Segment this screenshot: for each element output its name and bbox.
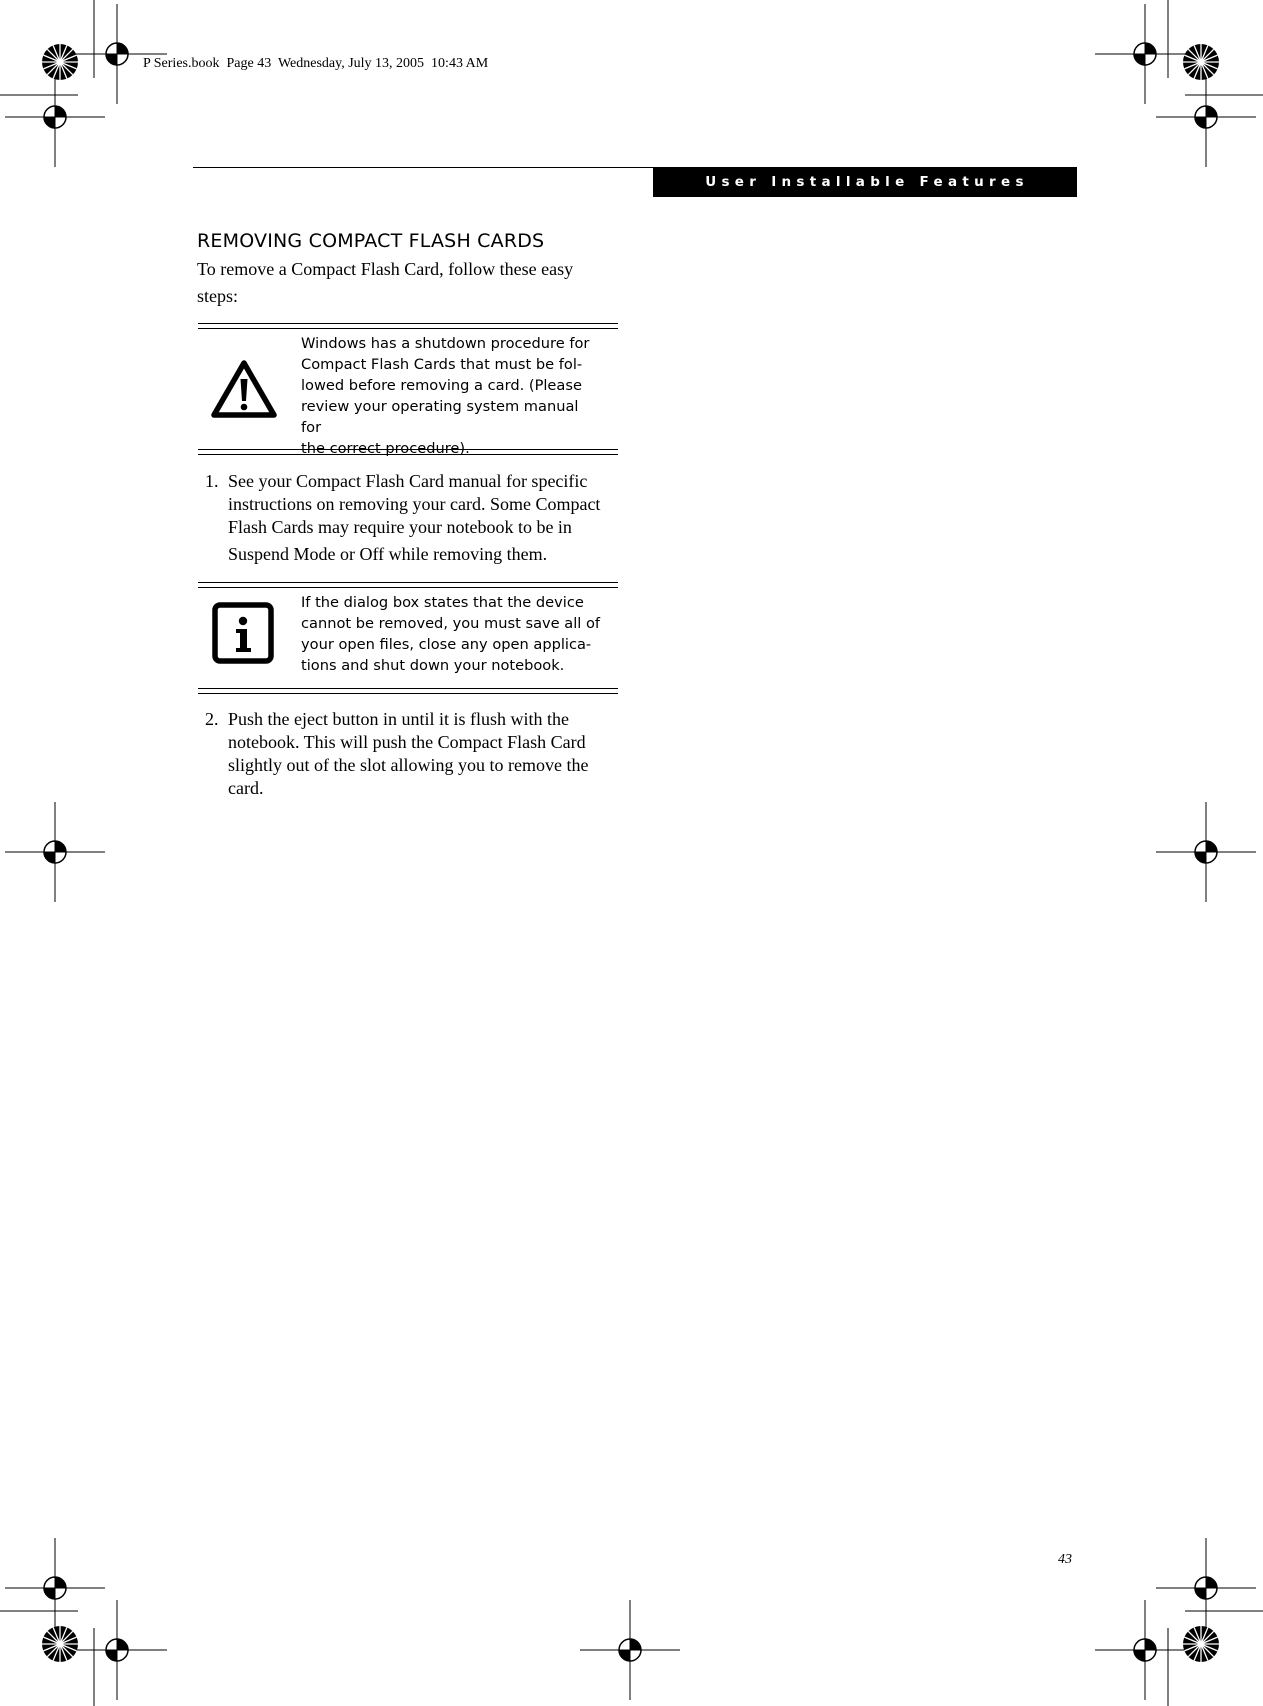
step-number: 1.: [205, 471, 219, 491]
caution-icon: [210, 359, 278, 419]
note-line: the correct procedure).: [301, 440, 470, 457]
note-rule-top: [198, 582, 618, 588]
step-line: See your Compact Flash Card manual for specific: [228, 471, 588, 491]
step-number: 2.: [205, 709, 219, 729]
note-line: Compact Flash Cards that must be fol-: [301, 356, 583, 373]
note-rule-bottom: [198, 688, 618, 694]
note-line: lowed before removing a card. (Please: [301, 377, 582, 394]
step-line: notebook. This will push the Compact Flash Card: [228, 732, 586, 752]
step-line: slightly out of the slot allowing you to remove the: [228, 755, 589, 775]
step-line: Suspend Mode or Off while removing them.: [228, 544, 548, 564]
page-number: 43: [1058, 1552, 1072, 1567]
step-line: card.: [228, 778, 264, 798]
header-rule: [193, 167, 653, 168]
step-line: Push the eject button in until it is flush with the: [228, 709, 569, 729]
note-line: If the dialog box states that the device: [301, 594, 584, 611]
step-line: Flash Cards may require your notebook to be in: [228, 517, 572, 537]
info-note-text: [301, 592, 601, 676]
note-line: cannot be removed, you must save all of: [301, 615, 601, 632]
note-line: your open files, close any open applica-: [301, 636, 592, 653]
section-title: REMOVING COMPACT FLASH CARDS: [197, 230, 545, 252]
note-line: review your operating system manual for: [301, 398, 579, 436]
caution-note-text: [301, 333, 601, 459]
step-2: [205, 708, 620, 800]
step-1: [205, 470, 620, 566]
intro-paragraph: To remove a Compact Flash Card, follow these easy steps:: [197, 259, 574, 306]
note-rule-top: [198, 323, 618, 329]
print-job-info: P Series.book Page 43 Wednesday, July 13, 2005 10:43 AM: [143, 56, 489, 71]
note-line: Windows has a shutdown procedure for: [301, 335, 590, 352]
step-line: instructions on removing your card. Some Compact: [228, 494, 601, 514]
running-header: User Installable Features: [653, 167, 1077, 197]
note-line: tions and shut down your notebook.: [301, 657, 565, 674]
note-rule-bottom: [198, 449, 618, 455]
info-icon: [212, 602, 274, 664]
